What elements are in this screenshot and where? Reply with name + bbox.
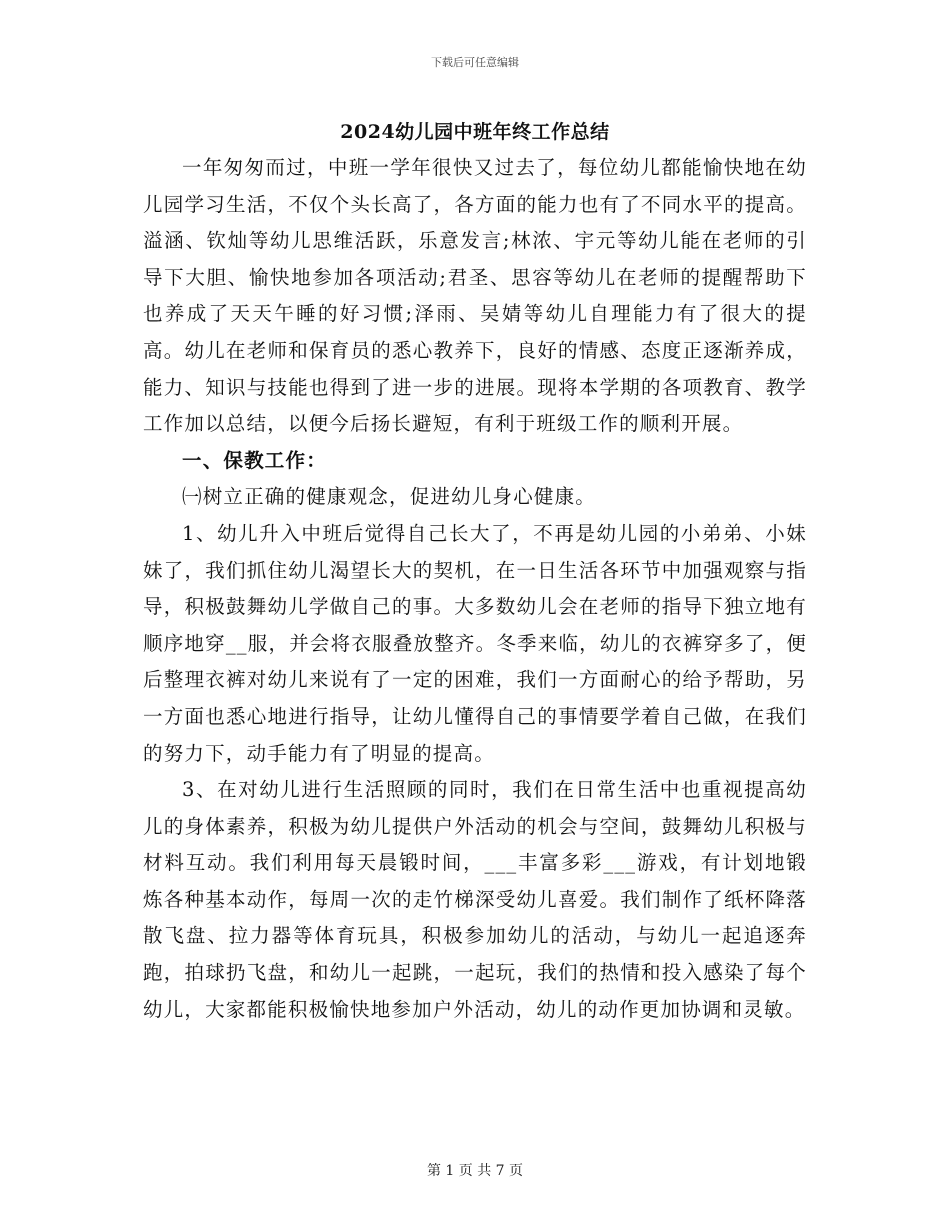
page-footer: 第 1 页 共 7 页: [426, 1163, 524, 1179]
section-heading: 一、保教工作：: [182, 448, 327, 472]
document-body: [143, 150, 807, 1028]
intro-paragraph: 一年匆匆而过，中班一学年很快又过去了，每位幼儿都能愉快地在幼儿园学习生活，不仅个头长高了，各方面的能力也有了不同水平的提高。溢涵、钦灿等幼儿思维活跃，乐意发言;林浓、宇元等幼儿能在老师的引导下大胆、愉快地参加各项活动;君圣、思容等幼儿在老师的提醒帮助下也养成了天天午睡的好习惯;泽雨、吴婧等幼儿自理能力有了很大的提高。幼儿在老师和保育员的悉心教养下，良好的情感、态度正逐渐养成，能力、知识与技能也得到了进一步的进展。现将本学期的各项教育、教学工作加以总结，以便今后扬长避短，有利于班级工作的顺利开展。: [143, 156, 807, 436]
document-title: 2024幼儿园中班年终工作总结: [340, 121, 610, 143]
subsection-heading: ㈠树立正确的健康观念，促进幼儿身心健康。: [182, 485, 597, 509]
body-paragraph: 3、在对幼儿进行生活照顾的同时，我们在日常生活中也重视提高幼儿的身体素养，积极为幼儿提供户外活动的机会与空间，鼓舞幼儿积极与材料互动。我们利用每天晨锻时间，___丰富多彩___游戏，有计划地锻炼各种基本动作，每周一次的走竹梯深受幼儿喜爱。我们制作了纸杯降落散飞盘、拉力器等体育玩具，积极参加幼儿的活动，与幼儿一起追逐奔跑，拍球扔飞盘，和幼儿一起跳，一起玩，我们的热情和投入感染了每个幼儿，大家都能积极愉快地参加户外活动，幼儿的动作更加协调和灵敏。: [143, 778, 807, 1021]
header-note: 下载后可任意编辑: [431, 56, 519, 69]
body-paragraph: 1、幼儿升入中班后觉得自己长大了，不再是幼儿园的小弟弟、小妹妹了，我们抓住幼儿渴望长大的契机，在一日生活各环节中加强观察与指导，积极鼓舞幼儿学做自己的事。大多数幼儿会在老师的指导下独立地有顺序地穿__服，并会将衣服叠放整齐。冬季来临，幼儿的衣裤穿多了，便后整理衣裤对幼儿来说有了一定的困难，我们一方面耐心的给予帮助，另一方面也悉心地进行指导，让幼儿懂得自己的事情要学着自己做，在我们的努力下，动手能力有了明显的提高。: [143, 521, 807, 765]
